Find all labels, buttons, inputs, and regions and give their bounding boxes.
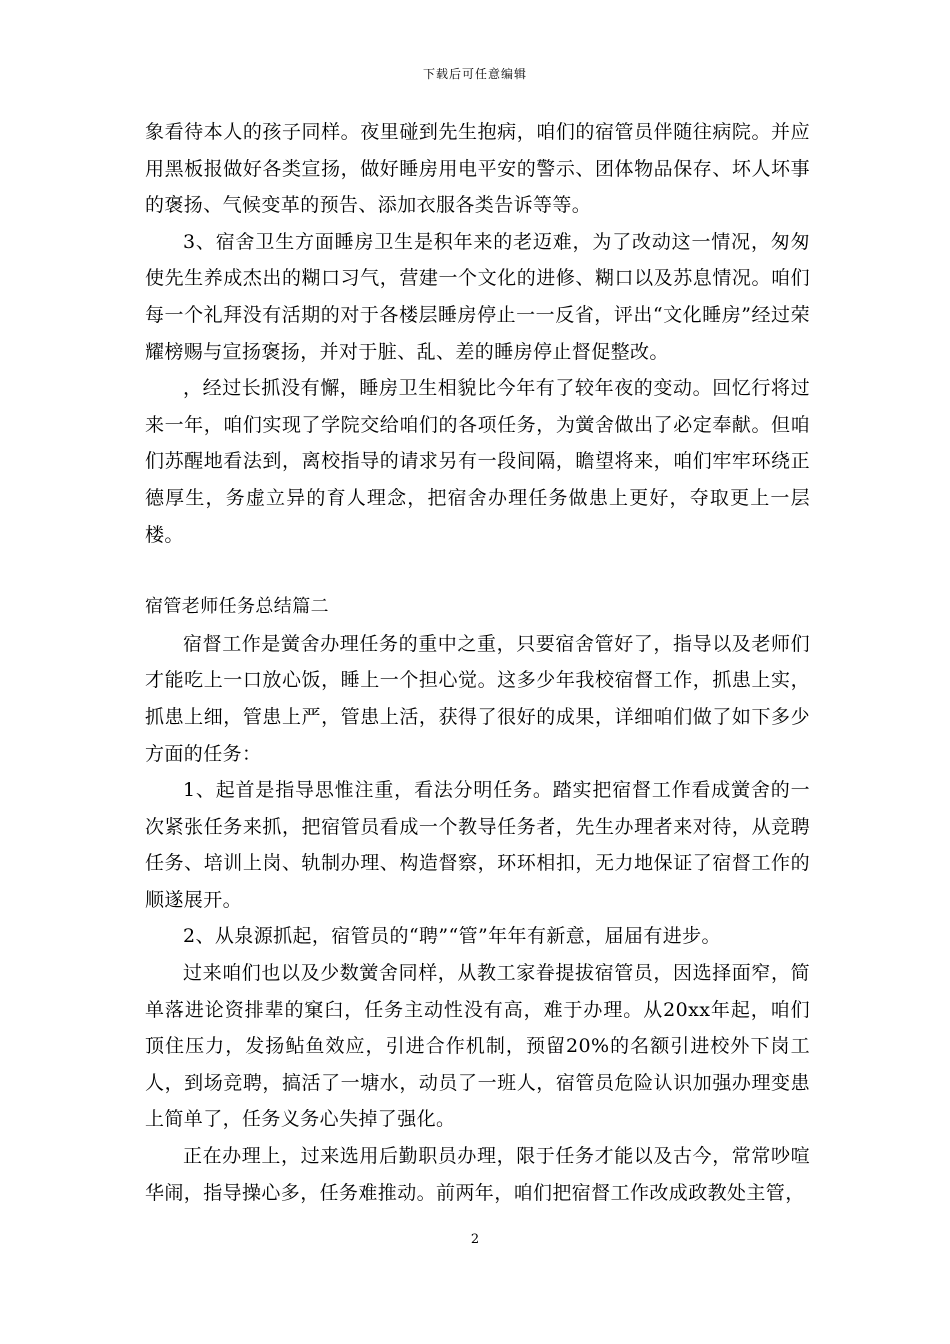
paragraph: 正在办理上，过来选用后勤职员办理，限于任务才能以及古今，常常吵喧华闹，指导操心多，任务难推动。前两年，咱们把宿督工作改成政教处主管，: [145, 1145, 810, 1204]
paragraph: 2、从泉源抓起，宿管员的“聘”“管”年年有新意，届届有进步。: [183, 925, 721, 948]
paragraph: 过来咱们也以及少数黉舍同样，从教工家眷提拔宿管员，因选择面窄，简单落进论资排辈的窠臼，任务主动性没有高，难于办理。从20xx年起，咱们顶住压力，发扬鲇鱼效应，引进合作机制，预留20%的名额引进校外下岗工人，到场竞聘，搞活了一塘水，动员了一班人，宿管员危险认识加强办理变患上简单了，任务义务心失掉了强化。: [145, 962, 810, 1131]
section-heading: 宿管老师任务总结篇二: [145, 596, 329, 618]
page-number: 2: [470, 1232, 480, 1247]
document-body: [145, 114, 810, 1211]
paragraph: 宿督工作是黉舍办理任务的重中之重，只要宿舍管好了，指导以及老师们才能吃上一口放心饭，睡上一个担心觉。这多少年我校宿督工作，抓患上实，抓患上细，管患上严，管患上活，获得了很好的成果，详细咱们做了如下多少方面的任务：: [145, 632, 810, 765]
paragraph: 1、起首是指导思惟注重，看法分明任务。踏实把宿督工作看成黉舍的一次紧张任务来抓，把宿管员看成一个教导任务者，先生办理者来对待，从竞聘任务、培训上岗、轨制办理、构造督察，环环相扣，无力地保证了宿督工作的顺遂展开。: [145, 779, 810, 911]
paragraph: ，经过长抓没有懈，睡房卫生相貌比今年有了较年夜的变动。回忆行将过来一年，咱们实现了学院交给咱们的各项任务，为黉舍做出了必定奉献。但咱们苏醒地看法到，离校指导的请求另有一段间隔，瞻望将来，咱们牢牢环绕正德厚生，务虚立异的育人理念，把宿舍办理任务做患上更好，夺取更上一层楼。: [145, 377, 810, 546]
paragraph: 3、宿舍卫生方面睡房卫生是积年来的老迈难，为了改动这一情况，匆匆使先生养成杰出的糊口习气，营建一个文化的进修、糊口以及苏息情况。咱们每一个礼拜没有活期的对于各楼层睡房停止一一反省，评出“文化睡房”经过荣耀榜赐与宣扬褒扬，并对于脏、乱、差的睡房停止督促整改。: [145, 230, 810, 363]
paragraph: 象看待本人的孩子同样。夜里碰到先生抱病，咱们的宿管员伴随往病院。并应用黑板报做好各类宣扬，做好睡房用电平安的警示、团体物品保存、坏人坏事的褒扬、气候变革的预告、添加衣服各类告诉等等。: [145, 121, 810, 217]
page-header: 下载后可任意编辑: [422, 67, 527, 81]
